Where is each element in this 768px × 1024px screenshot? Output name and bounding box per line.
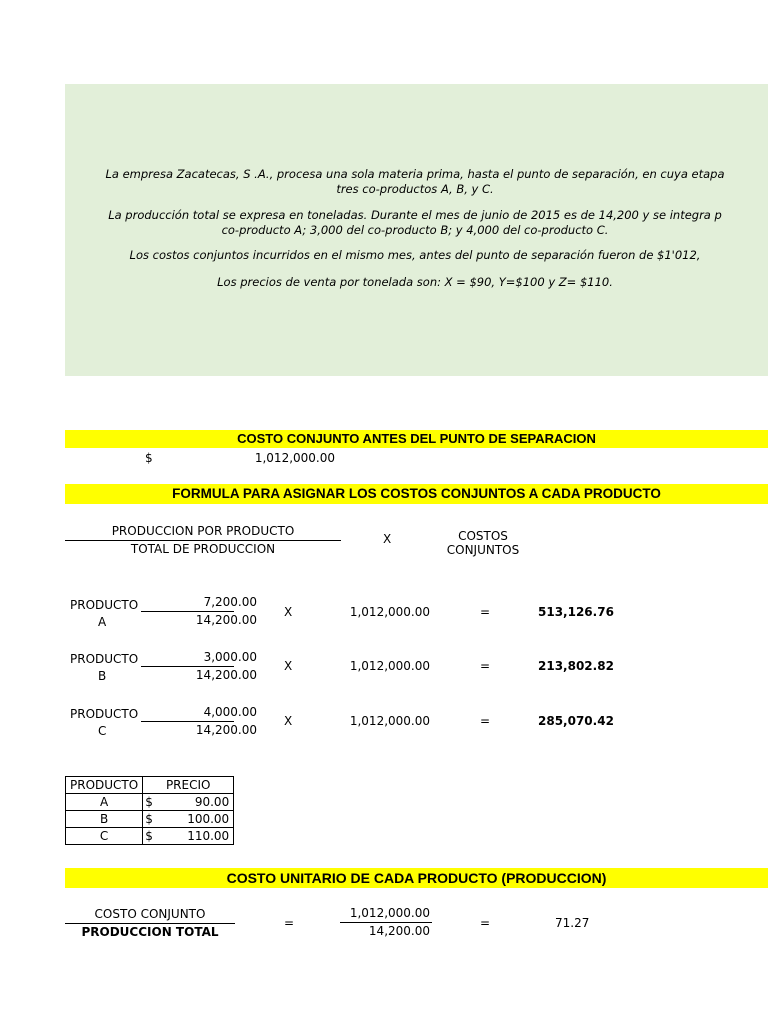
intro-line-3: La producción total se expresa en toneladas. Durante el mes de junio de 2015 es de 14,200 y se integra p: [108, 208, 722, 222]
table-header-row: [66, 777, 234, 794]
formula-costs-line2: CONJUNTOS: [446, 543, 520, 557]
unit-cost-equals-1: =: [284, 916, 295, 930]
intro-line-6: Los precios de venta por tonelada son: X = $90, Y=$100 y Z= $110.: [217, 275, 613, 289]
table-row: [66, 811, 234, 828]
allocation-label: PRODUCTO: [70, 707, 139, 721]
formula-times: X: [383, 532, 392, 546]
allocation-times: X: [284, 605, 293, 619]
table-cell-currency: $: [143, 811, 160, 828]
joint-cost-header: COSTO CONJUNTO ANTES DEL PUNTO DE SEPARACION: [65, 430, 768, 448]
allocation-fraction-line: [141, 666, 234, 667]
allocation-equals: =: [480, 605, 491, 619]
allocation-numerator: 3,000.00: [203, 650, 257, 664]
intro-line-5: Los costos conjuntos incurridos en el mismo mes, antes del punto de separación fueron de $1'012,: [129, 248, 701, 262]
allocation-product: A: [98, 615, 107, 629]
table-header-price: PRECIO: [143, 777, 234, 794]
table-row: [66, 828, 234, 845]
allocation-times: X: [284, 714, 293, 728]
price-table: [65, 776, 234, 845]
allocation-label: PRODUCTO: [70, 598, 139, 612]
allocation-result: 513,126.76: [538, 605, 614, 619]
allocation-label: PRODUCTO: [70, 652, 139, 666]
formula-header: FORMULA PARA ASIGNAR LOS COSTOS CONJUNTOS A CADA PRODUCTO: [65, 484, 768, 504]
intro-line-2: tres co-productos A, B, y C.: [336, 182, 494, 196]
unit-cost-denominator-value: 14,200.00: [368, 924, 430, 938]
intro-line-4: co-producto A; 3,000 del co-producto B; y 4,000 del co-producto C.: [221, 223, 609, 237]
unit-cost-fraction-line: [65, 923, 235, 924]
unit-cost-denominator-label: PRODUCCION TOTAL: [81, 925, 219, 939]
unit-cost-header: COSTO UNITARIO DE CADA PRODUCTO (PRODUCCION): [65, 868, 768, 888]
unit-cost-equals-2: =: [480, 916, 491, 930]
allocation-denominator: 14,200.00: [195, 613, 257, 627]
table-header-product: PRODUCTO: [66, 777, 143, 794]
allocation-fraction-line: [141, 721, 234, 722]
table-cell-currency: $: [143, 794, 160, 811]
allocation-times: X: [284, 659, 293, 673]
joint-cost-value: 1,012,000.00: [254, 451, 335, 465]
allocation-fraction-line: [141, 611, 234, 612]
allocation-cost: 1,012,000.00: [349, 605, 430, 619]
allocation-numerator: 4,000.00: [203, 705, 257, 719]
allocation-numerator: 7,200.00: [203, 595, 257, 609]
allocation-denominator: 14,200.00: [195, 668, 257, 682]
unit-cost-result: 71.27: [555, 916, 590, 930]
unit-cost-numerator-value: 1,012,000.00: [349, 906, 430, 920]
table-cell-product: B: [66, 811, 143, 828]
allocation-result: 285,070.42: [538, 714, 614, 728]
allocation-cost: 1,012,000.00: [349, 659, 430, 673]
allocation-result: 213,802.82: [538, 659, 614, 673]
allocation-cost: 1,012,000.00: [349, 714, 430, 728]
allocation-product: B: [98, 669, 107, 683]
table-cell-price: 110.00: [159, 828, 234, 845]
table-row: [66, 794, 234, 811]
allocation-denominator: 14,200.00: [195, 723, 257, 737]
table-cell-currency: $: [143, 828, 160, 845]
formula-denominator: TOTAL DE PRODUCCION: [130, 542, 276, 556]
unit-cost-value-fraction-line: [340, 922, 432, 923]
allocation-equals: =: [480, 714, 491, 728]
table-cell-price: 100.00: [159, 811, 234, 828]
allocation-equals: =: [480, 659, 491, 673]
unit-cost-numerator-label: COSTO CONJUNTO: [94, 907, 206, 921]
joint-cost-currency: $: [145, 451, 153, 465]
problem-statement: [65, 84, 768, 376]
intro-line-1: La empresa Zacatecas, S .A., procesa una sola materia prima, hasta el punto de separación, en cuya etapa: [105, 167, 725, 181]
formula-fraction-line: [65, 540, 341, 541]
allocation-product: C: [98, 724, 107, 738]
table-cell-product: C: [66, 828, 143, 845]
formula-costs-line1: COSTOS: [458, 529, 508, 543]
formula-numerator: PRODUCCION POR PRODUCTO: [111, 524, 295, 538]
table-cell-price: 90.00: [159, 794, 234, 811]
table-cell-product: A: [66, 794, 143, 811]
